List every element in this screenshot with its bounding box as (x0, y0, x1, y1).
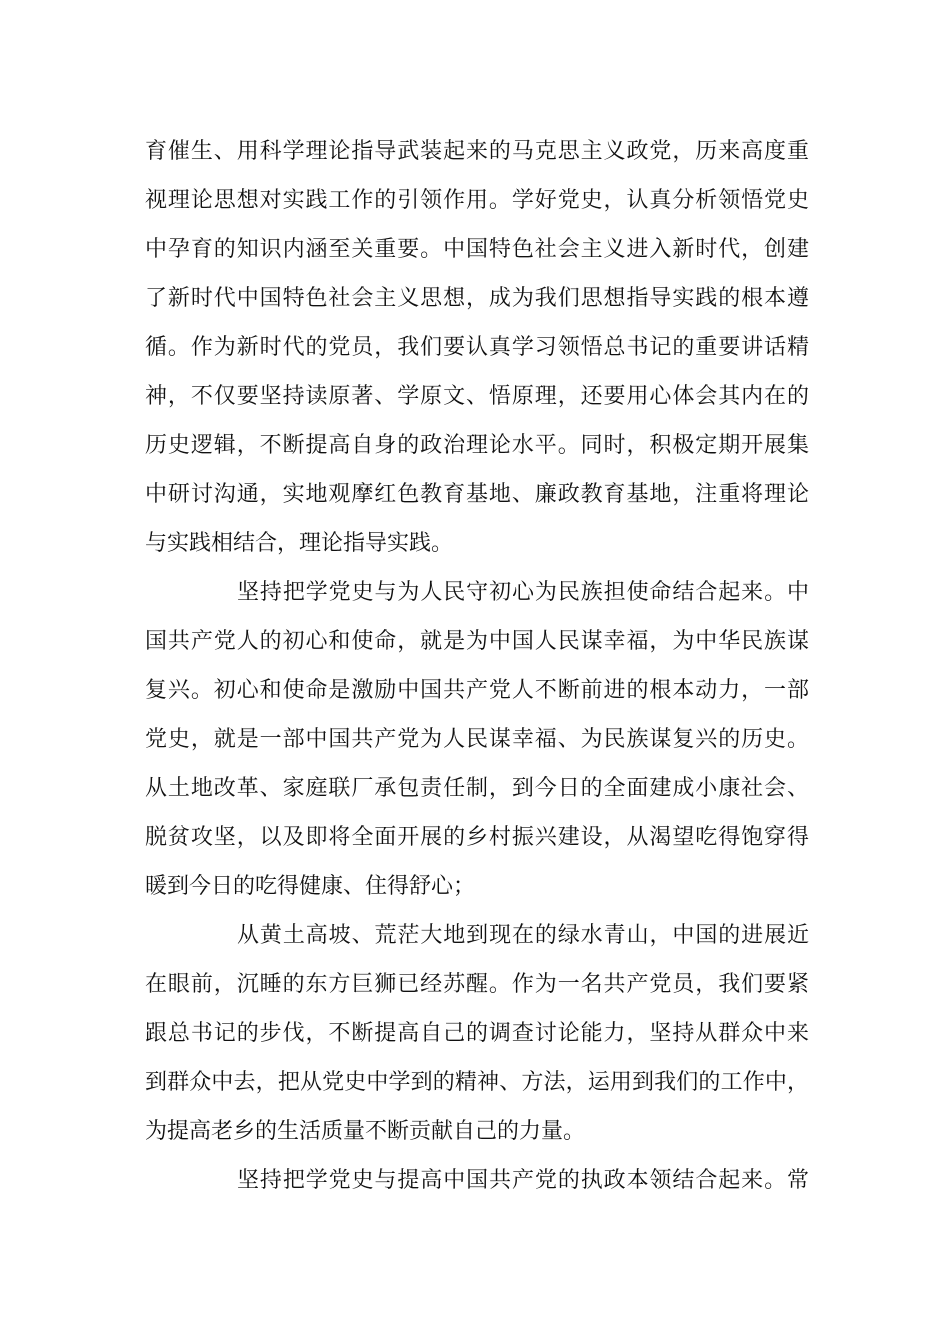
text-line: 为提高老乡的生活质量不断贡献自己的力量。 (145, 1119, 586, 1144)
text-line: 循。作为新时代的党员，我们要认真学习领悟总书记的重要讲话精 (145, 335, 809, 360)
text-line: 脱贫攻坚，以及即将全面开展的乡村振兴建设，从渴望吃得饱穿得 (145, 825, 809, 850)
text-line: 从黄土高坡、荒茫大地到现在的绿水青山，中国的进展近 (237, 923, 809, 948)
document-body (145, 127, 809, 1205)
text-line: 复兴。初心和使命是激励中国共产党人不断前进的根本动力，一部 (145, 678, 809, 703)
paragraph (145, 1156, 809, 1205)
text-line: 跟总书记的步伐，不断提高自己的调查讨论能力，坚持从群众中来 (145, 1021, 809, 1046)
text-line: 在眼前，沉睡的东方巨狮已经苏醒。作为一名共产党员，我们要紧 (145, 972, 809, 997)
text-line: 了新时代中国特色社会主义思想，成为我们思想指导实践的根本遵 (145, 286, 809, 311)
text-line: 坚持把学党史与为人民守初心为民族担使命结合起来。中 (237, 580, 809, 605)
text-line: 到群众中去，把从党史中学到的精神、方法，运用到我们的工作中， (145, 1070, 809, 1095)
text-line: 党史，就是一部中国共产党为人民谋幸福、为民族谋复兴的历史。 (145, 727, 809, 752)
text-line: 与实践相结合，理论指导实践。 (145, 531, 454, 556)
text-line: 视理论思想对实践工作的引领作用。学好党史，认真分析领悟党史 (145, 188, 809, 213)
text-line: 从土地改革、家庭联厂承包责任制，到今日的全面建成小康社会、 (145, 776, 809, 801)
text-line: 中孕育的知识内涵至关重要。中国特色社会主义进入新时代，创建 (145, 237, 809, 262)
paragraph (145, 911, 809, 1156)
text-line: 历史逻辑，不断提高自身的政治理论水平。同时，积极定期开展集 (145, 433, 809, 458)
text-line: 坚持把学党史与提高中国共产党的执政本领结合起来。常 (237, 1168, 809, 1193)
paragraph (145, 568, 809, 911)
text-line: 暖到今日的吃得健康、住得舒心； (145, 874, 476, 899)
paragraph (145, 127, 809, 568)
text-line: 中研讨沟通，实地观摩红色教育基地、廉政教育基地，注重将理论 (145, 482, 809, 507)
text-line: 国共产党人的初心和使命，就是为中国人民谋幸福，为中华民族谋 (145, 629, 809, 654)
text-line: 育催生、用科学理论指导武装起来的马克思主义政党，历来高度重 (145, 139, 809, 164)
text-line: 神，不仅要坚持读原著、学原文、悟原理，还要用心体会其内在的 (145, 384, 809, 409)
